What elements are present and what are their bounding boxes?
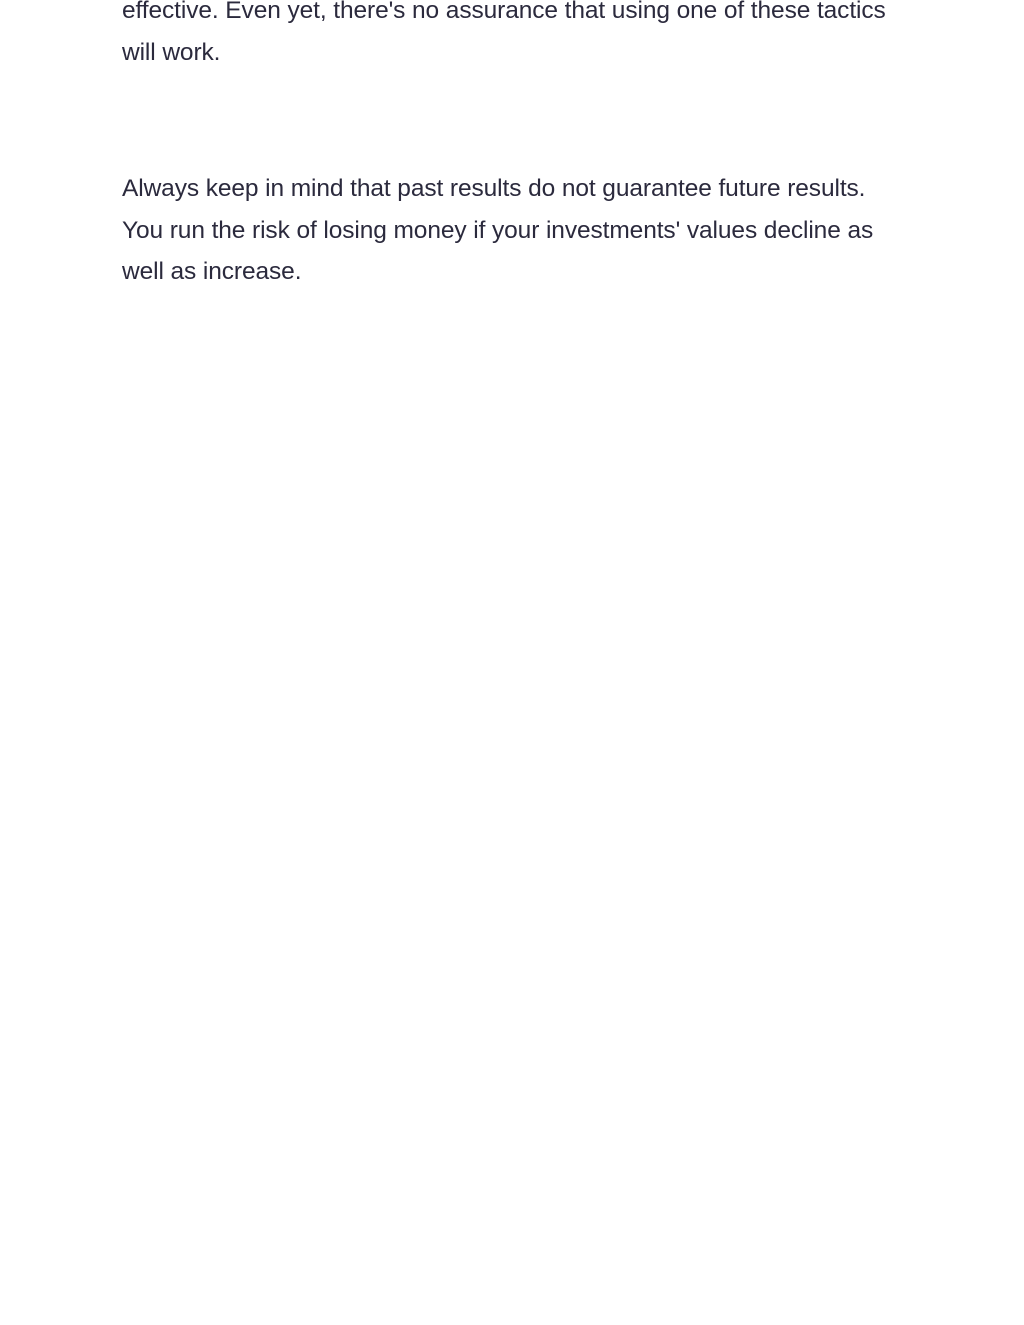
article-paragraph: effective. Even yet, there's no assurance that using one of these tactics will work. <box>122 0 886 66</box>
article-paragraph: Always keep in mind that past results do not guarantee future results. You run the risk of losing money if your investments' values decline as well as increase. <box>122 175 874 285</box>
article-body <box>122 0 892 293</box>
